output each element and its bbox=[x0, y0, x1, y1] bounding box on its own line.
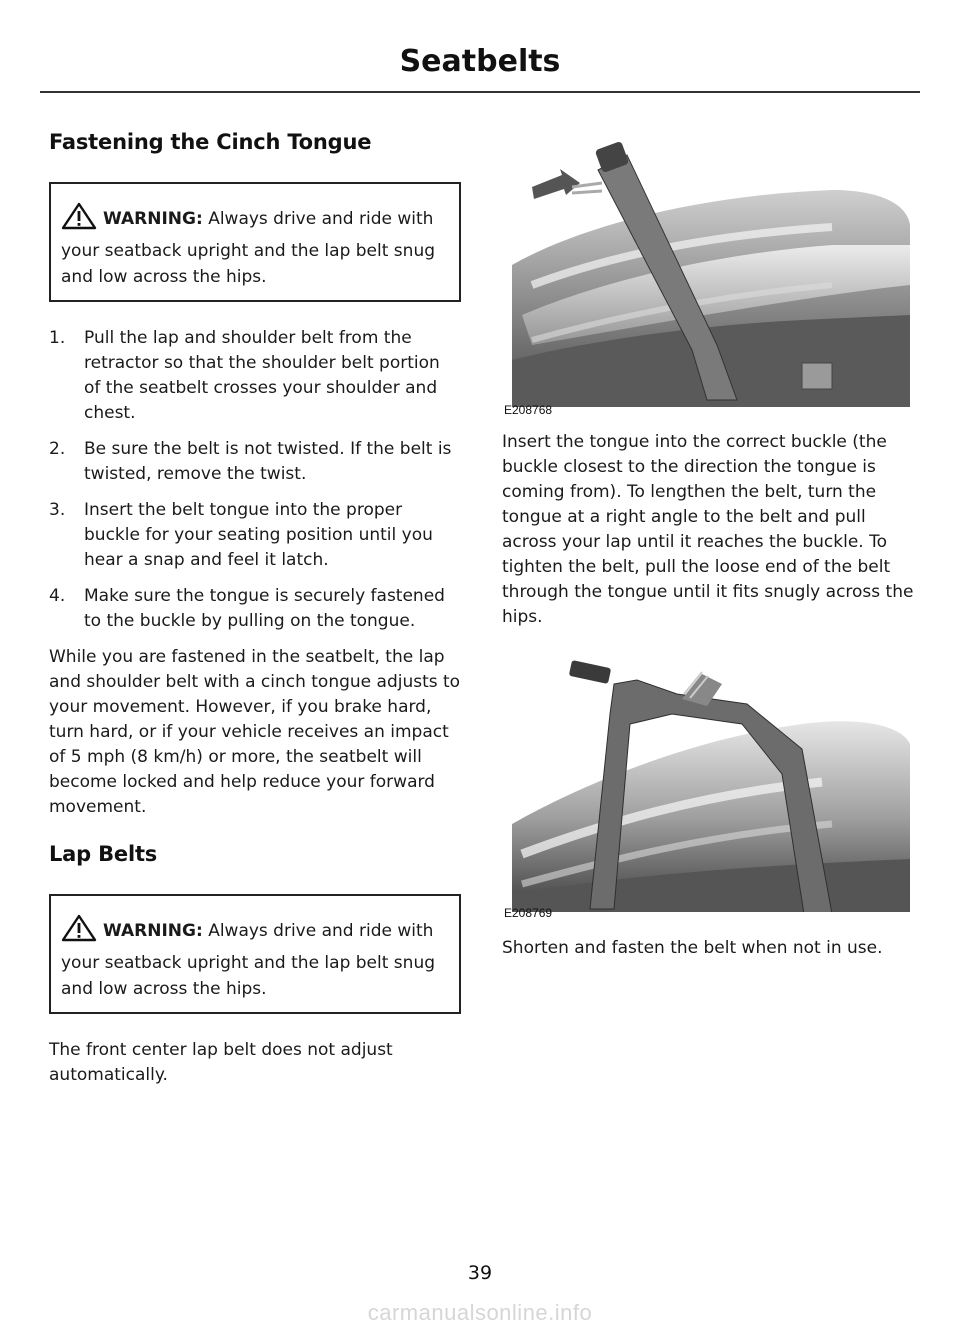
insert-tongue-paragraph: Insert the tongue into the correct buckle (the buckle closest to the direction the tongue is coming from). To lengthen the belt, turn the tongue at a right angle to the belt and pull across your lap until it reaches the buckle. To tighten the belt, pull the loose end of the belt through the tongue until it fits snugly across the hips. bbox=[502, 432, 914, 627]
lap-belt-illustration bbox=[502, 654, 912, 912]
page-title: Seatbelts bbox=[399, 44, 561, 79]
figure-cinch-tongue bbox=[502, 135, 912, 420]
shorten-belt-paragraph: Shorten and fasten the belt when not in use. bbox=[502, 938, 883, 958]
header-divider bbox=[40, 91, 920, 93]
warning-text: Always drive and ride with your seatback upright and the lap belt snug and low across the hips. bbox=[61, 209, 436, 287]
cinch-paragraph: While you are fastened in the seatbelt, the lap and shoulder belt with a cinch tongue adjusts to your movement. However, if you brake hard, turn hard, or if your vehicle receives an impact of 5 mph (8 km/h) or more, the seatbelt will become locked and help reduce your forward movement. bbox=[49, 647, 461, 817]
warning-label: WARNING: bbox=[103, 209, 203, 229]
section-heading-cinch-tongue: Fastening the Cinch Tongue bbox=[49, 130, 372, 154]
watermark: carmanualsonline.info bbox=[367, 1300, 593, 1325]
warning-triangle-icon bbox=[61, 914, 97, 950]
seat-belt-illustration bbox=[502, 135, 912, 407]
lap-belt-paragraph: The front center lap belt does not adjust automatically. bbox=[49, 1040, 393, 1085]
warning-label: WARNING: bbox=[103, 921, 203, 941]
warning-box bbox=[49, 894, 461, 1014]
page-number: 39 bbox=[467, 1262, 493, 1284]
list-item: 4. Make sure the tongue is securely fastened to the buckle by pulling on the tongue. bbox=[49, 586, 445, 631]
list-item: 3. Insert the belt tongue into the proper buckle for your seating position until you hear a snap and feel it latch. bbox=[49, 500, 433, 570]
left-column bbox=[49, 130, 461, 1104]
list-item: 2. Be sure the belt is not twisted. If the belt is twisted, remove the twist. bbox=[49, 439, 452, 484]
steps-list bbox=[49, 326, 461, 634]
warning-triangle-icon bbox=[61, 202, 97, 238]
figure-shorten-belt bbox=[502, 654, 912, 924]
right-column bbox=[502, 135, 918, 977]
list-item: 1. Pull the lap and shoulder belt from the retractor so that the shoulder belt portion of the seatbelt crosses your shoulder and chest. bbox=[49, 328, 440, 423]
section-heading-lap-belts: Lap Belts bbox=[49, 842, 158, 866]
warning-box bbox=[49, 182, 461, 302]
warning-text: Always drive and ride with your seatback upright and the lap belt snug and low across the hips. bbox=[61, 921, 436, 999]
figure-id: E208769 bbox=[504, 906, 553, 920]
figure-id: E208768 bbox=[504, 403, 553, 417]
